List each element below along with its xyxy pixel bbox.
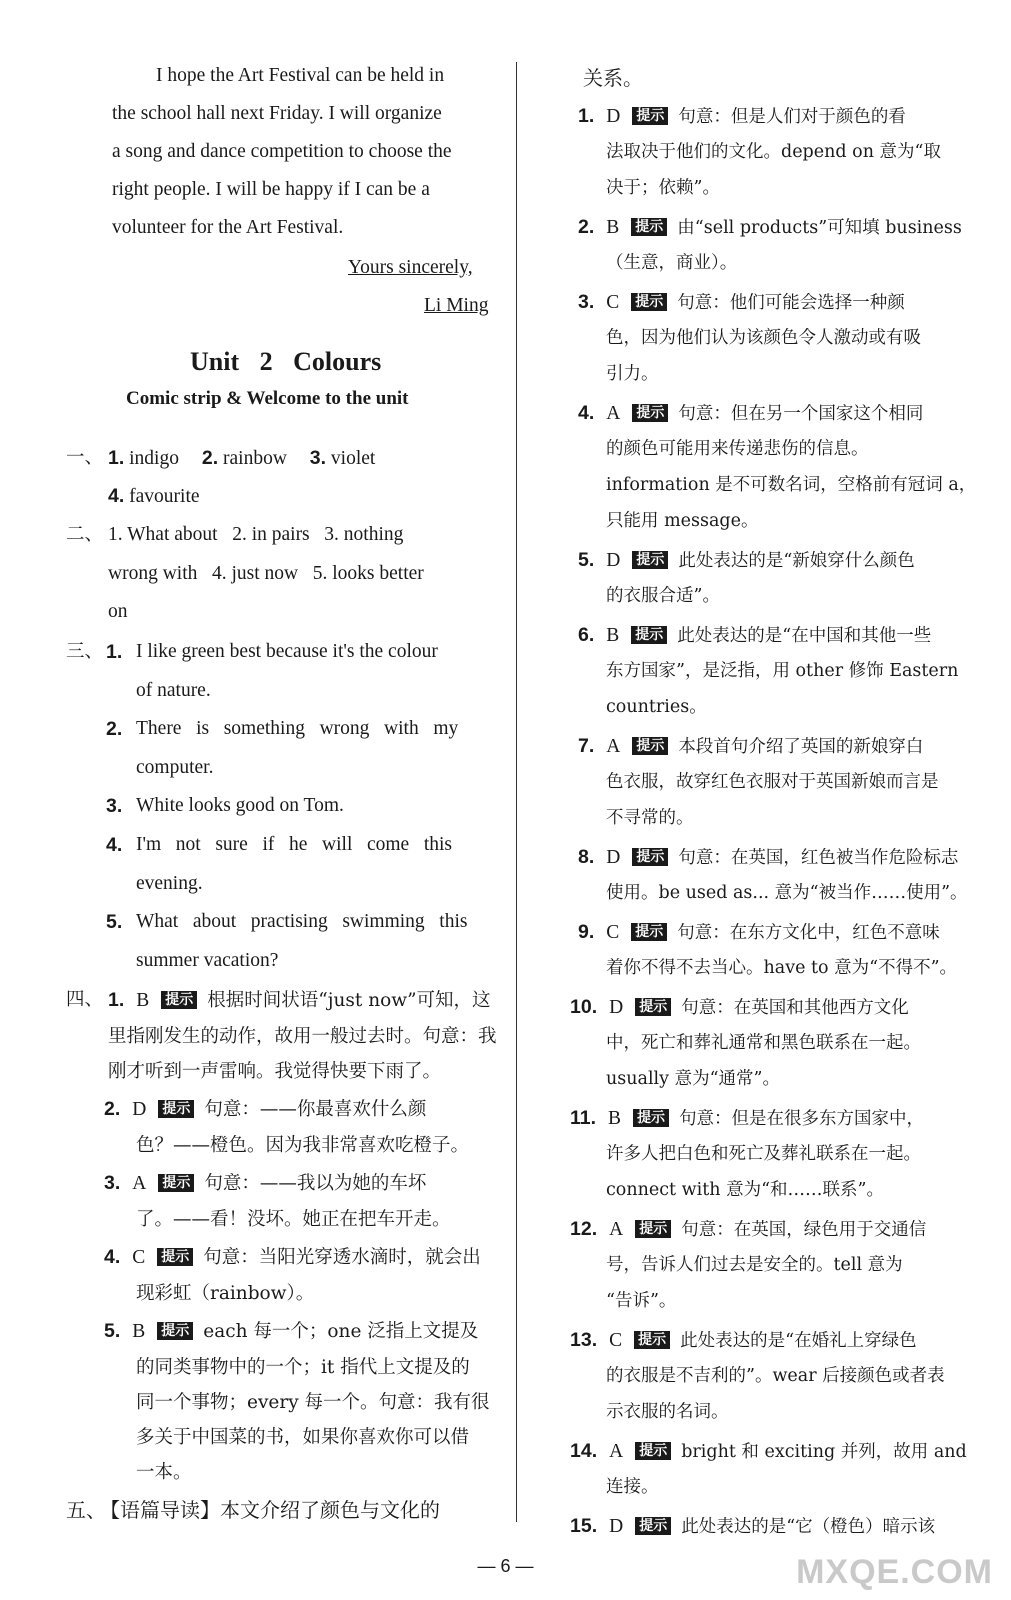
right-item-head [570,995,909,1020]
right-item-text: 此处表达的是“在中国和其他一些 [677,626,932,646]
right-item-line: 的衣服是不吉利的”。wear 后接颜色或者表 [606,1366,945,1386]
section2-label: 二、 [66,524,104,545]
right-item-number: 3. [578,291,595,313]
right-item-answer: B [606,625,620,646]
section3-item-line: What about practising swimming this [136,911,468,933]
right-item-head [578,845,958,870]
right-item-answer: A [606,736,621,757]
right-item-number: 7. [578,735,595,757]
hint-badge: 提示 [632,551,668,569]
right-item-answer: B [606,217,620,238]
section4-item-answer: B [136,990,150,1011]
section4-item-line: 现彩虹（rainbow）。 [136,1283,315,1304]
hint-badge: 提示 [631,293,667,311]
section3-item-line: I like green best because it's the colour [136,641,438,662]
section4-item-text: each 每一个；one 泛指上文提及 [203,1321,479,1342]
section3-item-line: There is something wrong with my [136,718,459,740]
right-item-answer: D [606,106,621,127]
right-item-text: bright 和 exciting 并列，故用 and [681,1442,967,1462]
hint-badge: 提示 [632,404,668,422]
right-item-line: countries。 [606,697,707,717]
hint-badge: 提示 [635,1517,671,1535]
hint-badge: 提示 [635,1220,671,1238]
right-item-text: 本段首句介绍了英国的新娘穿白 [678,737,924,757]
right-item-number: 14. [570,1440,598,1462]
right-item-answer: C [606,292,620,313]
section3-item-number: 3. [106,795,123,818]
section2-line: 1. What about 2. in pairs 3. nothing [108,524,404,545]
section3-item-line: evening. [136,872,203,894]
right-item-head [578,215,962,240]
right-item-line: 着你不得不去当心。have to 意为“不得不”。 [606,958,958,978]
right-item-answer: A [606,403,621,424]
right-item-text: 此处表达的是“新娘穿什么颜色 [678,551,915,571]
section3-item-line: White looks good on Tom. [136,795,344,817]
right-item-head [578,401,923,426]
hint-badge: 提示 [158,1100,194,1118]
section3-item-line: of nature. [136,679,211,701]
unit-subtitle: Comic strip & Welcome to the unit [126,388,409,409]
letter-line: the school hall next Friday. I will organize [112,103,442,124]
section4-item-text: 根据时间状语“just now”可知，这 [207,990,491,1011]
right-item-answer: A [609,1441,624,1462]
hint-badge: 提示 [634,1331,670,1349]
right-item-text: 句意：在英国和其他西方文化 [681,998,909,1018]
section4-item-text: 句意：——你最喜欢什么颜 [204,1099,427,1120]
section4-item-head [104,1245,481,1270]
right-item-answer: C [606,922,620,943]
hint-badge: 提示 [631,218,667,236]
right-item-line: 中，死亡和葬礼通常和黑色联系在一起。 [606,1033,921,1053]
page-number: — 6 — [477,1556,534,1576]
right-item-text: 句意：他们可能会选择一种颜 [677,293,905,313]
section4-item-text: 句意：——我以为她的车坏 [204,1173,427,1194]
hint-badge: 提示 [631,923,667,941]
hint-badge: 提示 [158,1174,194,1192]
section4-item-line: 多关于中国菜的书，如果你喜欢你可以借 [136,1427,470,1448]
section4-item-answer: A [132,1173,147,1194]
letter-line: a song and dance competition to choose the [112,141,452,162]
letter-line: volunteer for the Art Festival. [112,217,344,238]
right-item-number: 15. [570,1515,598,1537]
section3-item-number: 2. [106,718,123,741]
right-item-text: 句意：但在另一个国家这个相同 [678,404,924,424]
right-item-line: 引力。 [606,364,659,384]
section5-label: 五、 [66,1498,106,1522]
right-item-line: usually 意为“通常”。 [606,1069,780,1089]
right-item-text: 由“sell products”可知填 business [677,218,962,238]
letter-line: I hope the Art Festival can be held in [156,65,445,86]
right-item-line: connect with 意为“和……联系”。 [606,1180,884,1200]
right-item-line: 不寻常的。 [606,808,694,828]
section1-label: 一、 [66,447,104,468]
section4-item-line: 的同类事物中的一个；it 指代上文提及的 [136,1357,470,1378]
section4-item-line: 了。——看！没坏。她正在把车开走。 [136,1209,451,1230]
section4-item-head [104,1171,426,1196]
right-item-head [578,548,915,573]
right-item-number: 8. [578,846,595,868]
section4-item-head [104,1319,478,1344]
right-item-head [570,1328,917,1353]
right-item-line: 号，告诉人们过去是安全的。tell 意为 [606,1255,903,1275]
right-item-head [570,1439,967,1464]
right-item-number: 2. [578,216,595,238]
section3-item-line: summer vacation? [136,949,279,971]
right-item-line: 东方国家”，是泛指，用 other 修饰 Eastern [606,661,959,681]
right-item-number: 6. [578,624,595,646]
right-item-answer: D [606,550,621,571]
right-item-line: 的颜色可能用来传递悲伤的信息。 [606,439,869,459]
right-item-line: 的衣服合适”。 [606,586,720,606]
hint-badge: 提示 [161,991,197,1009]
hint-badge: 提示 [632,848,668,866]
right-item-text: 此处表达的是“在婚礼上穿绿色 [680,1331,917,1351]
right-item-line: information 是不可数名词，空格前有冠词 a， [606,475,977,495]
letter-closing: Yours sincerely, [348,257,473,278]
watermark-logo: MXQE.COM [796,1553,993,1591]
right-item-line: 决于；依赖”。 [606,178,720,198]
right-item-answer: D [609,997,624,1018]
section4-item-line: 一本。 [136,1462,192,1483]
letter-signature: Li Ming [424,295,489,316]
section3-item-number: 5. [106,911,123,934]
section4-item-line: 里指刚发生的动作，故用一般过去时。句意：我 [108,1026,497,1047]
section4-item-line: 色？——橙色。因为我非常喜欢吃橙子。 [136,1135,470,1156]
hint-badge: 提示 [633,1109,669,1127]
section4-item-number: 2. [104,1098,121,1120]
right-item-answer: D [609,1516,624,1537]
right-item-head [578,104,906,129]
right-item-line: “告诉”。 [606,1291,677,1311]
section3-item-line: computer. [136,756,214,778]
right-item-text: 句意：但是在很多东方国家中， [679,1109,925,1129]
right-item-answer: C [609,1330,623,1351]
hint-badge: 提示 [632,107,668,125]
section3-item-line: I'm not sure if he will come this [136,834,453,855]
right-item-head [578,734,923,759]
section3-label: 三、 [66,641,104,662]
right-item-number: 9. [578,921,595,943]
right-item-answer: A [609,1219,624,1240]
section3-item-number: 4. [106,834,123,856]
right-item-line: 法取决于他们的文化。depend on 意为“取 [606,142,941,162]
right-item-answer: B [608,1108,622,1129]
section2-line: wrong with 4. just now 5. looks better [108,563,424,584]
section4-item-line: 同一个事物；every 每一个。句意：我有很 [136,1392,490,1413]
section4-item-answer: D [132,1099,147,1120]
right-item-head [578,290,905,315]
right-item-number: 1. [578,105,595,127]
right-item-answer: D [606,847,621,868]
section4-item-line: 刚才听到一声雷响。我觉得快要下雨了。 [108,1061,442,1082]
right-item-line: 连接。 [606,1477,659,1497]
hint-badge: 提示 [157,1248,193,1266]
right-item-text: 句意：在英国，绿色用于交通信 [681,1220,927,1240]
unit-title: Unit 2 Colours [190,347,382,376]
right-item-number: 5. [578,549,595,571]
section4-label: 四、 [66,989,104,1010]
right-item-number: 4. [578,402,595,424]
right-item-line: （生意，商业）。 [606,253,738,273]
right-item-line: 许多人把白色和死亡及葬礼联系在一起。 [606,1144,921,1164]
right-item-line: 色衣服，故穿红色衣服对于英国新娘而言是 [606,772,939,792]
right-item-head [578,920,940,945]
hint-badge: 提示 [157,1322,193,1340]
section5-text: 【语篇导读】本文介绍了颜色与文化的 [100,1498,440,1522]
section4-item-number: 5. [104,1320,121,1342]
hint-badge: 提示 [631,626,667,644]
right-item-head [570,1217,926,1242]
right-item-number: 13. [570,1329,598,1351]
section4-item-number: 3. [104,1172,121,1194]
section4-item-answer: C [132,1247,146,1268]
right-item-number: 11. [570,1107,597,1129]
right-item-line: 使用。be used as... 意为“被当作……使用”。 [606,883,968,903]
right-item-number: 10. [570,996,598,1018]
right-item-line: 只能用 message。 [606,511,759,531]
hint-badge: 提示 [632,737,668,755]
hint-badge: 提示 [635,1442,671,1460]
section2-line: on [108,601,128,622]
right-item-line: 色，因为他们认为该颜色令人激动或有吸 [606,328,921,348]
hint-badge: 提示 [635,998,671,1016]
right-item-number: 12. [570,1218,598,1240]
right-item-head [570,1106,924,1131]
right-item-text: 句意：但是人们对于颜色的看 [678,107,906,127]
section4-item-head [104,1097,426,1122]
right-item-text: 句意：在英国，红色被当作危险标志 [678,848,959,868]
right-item-text: 句意：在东方文化中，红色不意味 [677,923,940,943]
right-item-head [570,1514,935,1539]
section1-line: 4. favourite [108,485,200,507]
right-item-line: 示衣服的名词。 [606,1402,729,1422]
section4-item-head [108,988,491,1013]
section4-item-number: 4. [104,1246,121,1268]
section4-item-answer: B [132,1321,146,1342]
column-divider [516,62,517,1522]
right-item-head [578,623,931,648]
section4-item-number: 1. [108,989,125,1011]
section3-item-number: 1. [106,641,123,663]
section1-line: 1. indigo 2. rainbow 3. violet [108,447,376,469]
section4-item-text: 句意：当阳光穿透水滴时，就会出 [203,1247,481,1268]
right-item-text: 此处表达的是“它（橙色）暗示该 [681,1517,936,1537]
letter-line: right people. I will be happy if I can be a [112,179,430,200]
section5-continuation: 关系。 [583,66,643,90]
